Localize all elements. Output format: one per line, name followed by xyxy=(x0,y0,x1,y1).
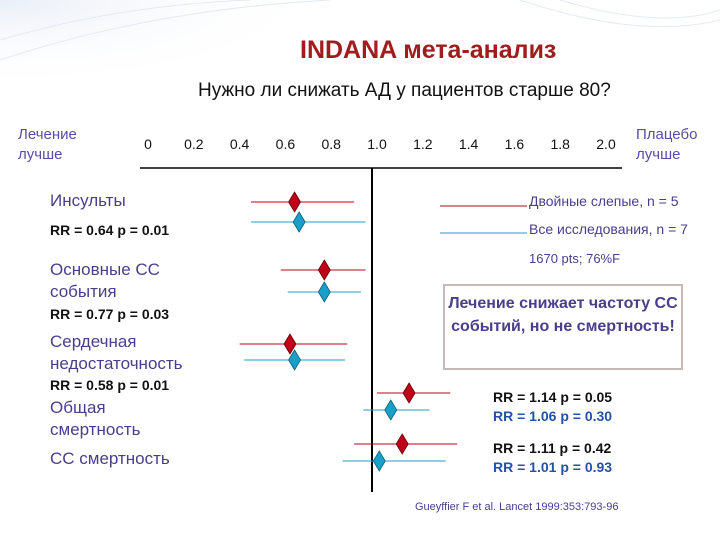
legend-entry-all-trials: Все исследования, n = 7 xyxy=(529,221,688,237)
category-label-heart-failure: Сердечная недостаточность xyxy=(50,332,183,373)
legend-entry-double-blind: Двойные слепые, n = 5 xyxy=(529,193,679,209)
total-mortality-result-blue: RR = 1.06 p = 0.30 xyxy=(493,408,613,424)
rr-diamond xyxy=(293,212,305,232)
rr-diamond xyxy=(318,282,330,302)
x-tick-label: 2.0 xyxy=(596,136,616,152)
rr-diamond xyxy=(318,260,330,280)
x-tick-label: 1.4 xyxy=(458,136,479,152)
x-tick-label: 0.8 xyxy=(321,136,341,152)
rr-diamond xyxy=(385,400,397,420)
category-label-cv-mortality: СС смертность xyxy=(50,449,170,468)
rr-diamond xyxy=(289,192,301,212)
stat-label-heart-failure: RR = 0.58 p = 0.01 xyxy=(50,377,170,393)
citation: Gueyffier F et al. Lancet 1999:353:793-96 xyxy=(415,501,619,513)
rr-diamond xyxy=(396,434,408,454)
x-tick-label: 1.6 xyxy=(504,136,525,152)
cv-mortality-result-blue: RR = 1.01 p = 0.93 xyxy=(493,459,613,475)
x-tick-label: 1.0 xyxy=(367,136,387,152)
category-label-major-cv-events: Основные СС события xyxy=(50,260,160,301)
rr-diamond xyxy=(373,451,385,471)
axis-right-label: Плацебо лучше xyxy=(636,126,698,163)
stat-label-major-cv-events: RR = 0.77 p = 0.03 xyxy=(50,306,170,322)
x-tick-label: 0 xyxy=(144,136,152,152)
cv-mortality-result-red: RR = 1.11 p = 0.42 xyxy=(493,440,612,456)
patients-note: 1670 pts; 76%F xyxy=(529,251,621,266)
slide-subtitle: Нужно ли снижать АД у пациентов старше 80? xyxy=(198,80,611,101)
x-tick-label: 0.4 xyxy=(229,136,250,152)
slide-title: INDANA мета-анализ xyxy=(300,36,557,64)
axis-left-label: Лечение лучше xyxy=(18,126,77,163)
x-tick-label: 0.6 xyxy=(275,136,296,152)
category-label-total-mortality: Общая смертность xyxy=(50,398,141,439)
x-tick-label: 0.2 xyxy=(184,136,204,152)
conclusion-box: Лечение снижает частоту СС событий, но не смертность! xyxy=(443,284,683,370)
x-tick-label: 1.2 xyxy=(413,136,433,152)
x-tick-label: 1.8 xyxy=(550,136,570,152)
category-label-stroke: Инсульты xyxy=(50,191,126,210)
rr-diamond xyxy=(403,383,415,403)
stat-label-stroke: RR = 0.64 p = 0.01 xyxy=(50,222,170,238)
total-mortality-result-red: RR = 1.14 p = 0.05 xyxy=(493,389,613,405)
